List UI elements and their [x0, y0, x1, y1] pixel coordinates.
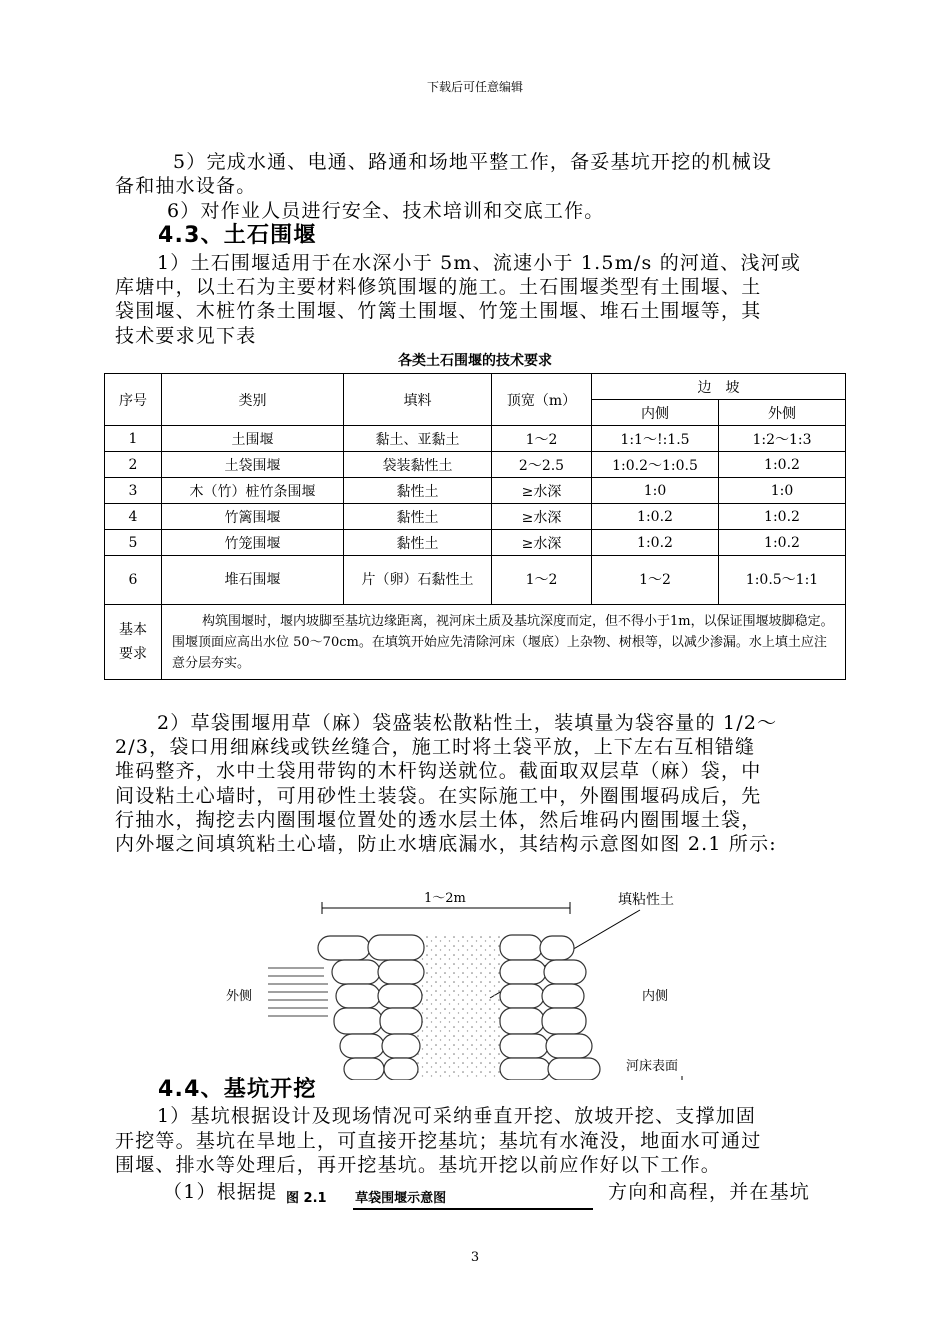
cell-fill: 黏性土: [344, 478, 492, 504]
paragraph-4-3-2-line4: 间设粘土心墙时，可用砂性土装袋。在实际施工中，外圈围堰码成后，先: [115, 785, 762, 807]
table-row: [105, 530, 846, 556]
table-row: [105, 426, 846, 452]
table-row: [105, 556, 846, 605]
paragraph-4-3-2-line3: 堆码整齐，水中土袋用带钩的木杆钩送就位。截面取双层草（麻）袋，中: [115, 760, 762, 782]
cell-fill: 黏性土: [344, 504, 492, 530]
cell-type: 竹笼围堰: [162, 530, 344, 556]
paragraph-6: 6）对作业人员进行安全、技术培训和交底工作。: [167, 200, 605, 222]
cell-type: 土袋围堰: [162, 452, 344, 478]
cell-width: 2～2.5: [492, 452, 592, 478]
water-lines: [268, 968, 328, 1016]
table-row-requirements: [105, 605, 846, 680]
cell-width: ≥水深: [492, 504, 592, 530]
cofferdam-spec-table: [104, 373, 846, 680]
paragraph-4-4-1-line3: 围堰、排水等处理后，再开挖基坑。基坑开挖以前应作好以下工作。: [115, 1154, 722, 1176]
figure-caption: [286, 1187, 446, 1206]
cell-inner: 1:0.2: [592, 504, 719, 530]
paragraph-4-4-1-line4-start: （1）根据提: [163, 1181, 278, 1203]
paragraph-4-3-1-line1: 1）土石围堰适用于在水深小于 5m、流速小于 1.5m/s 的河道、浅河或: [157, 252, 802, 274]
header-width: 顶宽（m）: [492, 374, 592, 426]
cell-no: 4: [105, 504, 162, 530]
paragraph-4-3-1-line3: 袋围堰、木桩竹条土围堰、竹篱土围堰、竹笼土围堰、堆石土围堰等，其: [115, 300, 762, 322]
cell-no: 6: [105, 556, 162, 605]
inner-sandbags: [500, 935, 600, 1080]
cell-outer: 1:0.2: [719, 452, 846, 478]
cell-type: 木（竹）桩竹条围堰: [162, 478, 344, 504]
cell-no: 3: [105, 478, 162, 504]
cell-inner: 1:0.2: [592, 530, 719, 556]
cell-outer: 1:0: [719, 478, 846, 504]
cell-inner: 1:0.2～1:0.5: [592, 452, 719, 478]
cell-outer: 1:0.2: [719, 504, 846, 530]
table-row: [105, 504, 846, 530]
clay-core: [415, 935, 502, 1080]
outer-sandbags: [318, 935, 424, 1080]
outer-side-label: 外侧: [226, 989, 253, 1004]
paragraph-4-4-1-line1: 1）基坑根据设计及现场情况可采纳垂直开挖、放坡开挖、支撑加固: [157, 1105, 757, 1127]
cell-type: 土围堰: [162, 426, 344, 452]
sandbag-cofferdam-figure: [200, 880, 760, 1080]
cell-inner: 1:1～!:1.5: [592, 426, 719, 452]
paragraph-4-4-1-line4-end: 方向和高程，并在基坑: [608, 1181, 811, 1203]
paragraph-5-line1: 5）完成水通、电通、路通和场地平整工作，备妥基坑开挖的机械设: [173, 151, 773, 173]
cell-width: 1～2: [492, 556, 592, 605]
width-label: 1～2m: [424, 891, 466, 906]
paragraph-4-3-1-line4: 技术要求见下表: [115, 325, 257, 347]
figure-title: 草袋围堰示意图: [355, 1191, 447, 1206]
header-type: 类别: [162, 374, 344, 426]
header-inner: 内侧: [592, 400, 719, 426]
paragraph-5-line2: 备和抽水设备。: [115, 175, 257, 197]
cell-no: 2: [105, 452, 162, 478]
cell-fill: 片（卵）石黏性土: [344, 556, 492, 605]
inner-side-label: 内侧: [642, 989, 669, 1004]
header-outer: 外侧: [719, 400, 846, 426]
cell-outer: 1:0.2: [719, 530, 846, 556]
table-caption: 各类土石围堰的技术要求: [398, 353, 552, 369]
cell-fill: 黏土、亚黏土: [344, 426, 492, 452]
paragraph-4-4-1-line2: 开挖等。基坑在旱地上，可直接开挖基坑；基坑有水淹没，地面水可通过: [115, 1130, 762, 1152]
cell-type: 竹篱围堰: [162, 504, 344, 530]
fill-label: 填粘性土: [618, 892, 674, 908]
figure-number: 图 2.1: [286, 1191, 327, 1206]
section-heading-4-4: 4.4、基坑开挖: [158, 1077, 317, 1102]
header-no: 序号: [105, 374, 162, 426]
cell-fill: 袋装黏性土: [344, 452, 492, 478]
page-header: 下载后可任意编辑: [426, 80, 523, 94]
cell-no: 5: [105, 530, 162, 556]
section-heading-4-3: 4.3、土石围堰: [158, 223, 317, 248]
paragraph-4-3-2-line6: 内外堰之间填筑粘土心墙，防止水塘底漏水，其结构示意图如图 2.1 所示:: [115, 833, 777, 855]
riverbed-label: 河床表面: [626, 1059, 679, 1074]
header-slope: 边 坡: [592, 374, 846, 400]
figure-caption-underline: [353, 1208, 593, 1210]
header-fill: 填料: [344, 374, 492, 426]
cell-outer: 1:0.5～1:1: [719, 556, 846, 605]
cell-inner: 1:0: [592, 478, 719, 504]
table-row: [105, 452, 846, 478]
cell-req-text: 构筑围堰时，堰内坡脚至基坑边缘距离，视河床土质及基坑深度而定，但不得小于1m，以保证围堰坡脚稳定。围堰顶面应高出水位 50～70cm。在填筑开始应先清除河床（堰底）上杂物、树根等，以减少渗漏。水上填土应注意分层夯实。: [162, 605, 846, 680]
cell-req-label: 基本要求: [105, 605, 162, 680]
cell-width: ≥水深: [492, 478, 592, 504]
table-row: [105, 478, 846, 504]
cell-type: 堆石围堰: [162, 556, 344, 605]
cell-width: 1～2: [492, 426, 592, 452]
paragraph-4-3-1-line2: 库塘中，以土石为主要材料修筑围堰的施工。土石围堰类型有土围堰、土: [115, 276, 762, 298]
paragraph-4-3-2-line1: 2）草袋围堰用草（麻）袋盛装松散粘性土，装填量为袋容量的 1/2～: [157, 712, 778, 734]
cell-no: 1: [105, 426, 162, 452]
cell-width: ≥水深: [492, 530, 592, 556]
paragraph-4-3-2-line5: 行抽水，掏挖去内圈围堰位置处的透水层土体，然后堆码内圈围堰土袋，: [115, 809, 762, 831]
page-number: 3: [470, 1250, 480, 1265]
cell-outer: 1:2～1:3: [719, 426, 846, 452]
paragraph-4-3-2-line2: 2/3，袋口用细麻线或铁丝缝合，施工时将土袋平放，上下左右互相错缝: [115, 736, 756, 758]
cell-inner: 1～2: [592, 556, 719, 605]
cell-fill: 黏性土: [344, 530, 492, 556]
